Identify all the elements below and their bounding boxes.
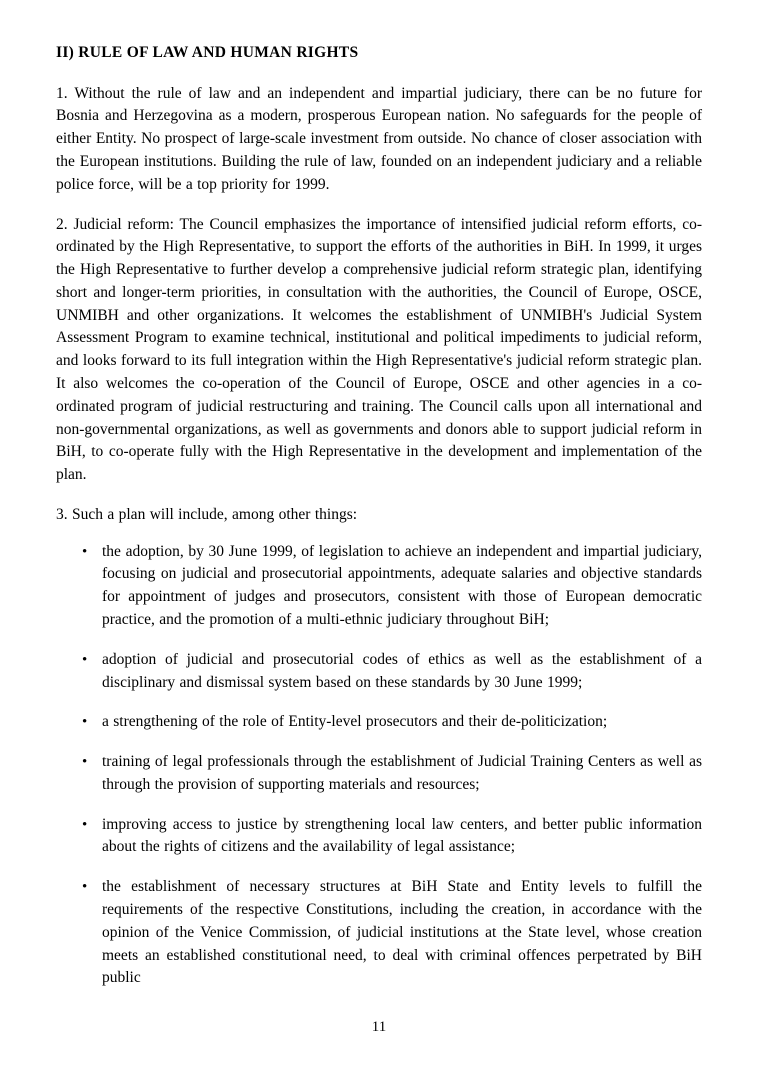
paragraph-2: 2. Judicial reform: The Council emphasizes the importance of intensified judicial reform efforts, co-ordinated by the High Representative, to support the efforts of the authorities in BiH. In 1999, it urges the High Representative to further develop a comprehensive judicial reform strategic plan, identifying short and longer-term priorities, in consultation with the authorities, the Council of Europe, OSCE, UNMIBH and other organizations. It welcomes the establishment of UNMIBH's Judicial System Assessment Program to examine technical, institutional and political impediments to judicial reform, and looks forward to its full integration within the High Representative's judicial reform strategic plan. It also welcomes the co-operation of the Council of Europe, OSCE and other agencies in a co-ordinated program of judicial restructuring and training. The Council calls upon all international and non-governmental organizations, as well as governments and donors able to support judicial reform in BiH, to co-operate fully with the High Representative in the development and implementation of the plan.	[56, 215, 702, 484]
list-item	[56, 751, 702, 797]
bullet-icon: •	[82, 879, 88, 896]
bullet-icon: •	[82, 754, 88, 771]
page-content	[56, 44, 702, 1007]
list-item-text: training of legal professionals through the establishment of Judicial Training Centers as well as through the provision of supporting materials and resources;	[102, 753, 702, 793]
bullet-list	[56, 541, 702, 991]
bullet-icon: •	[82, 816, 88, 833]
list-item-text: the establishment of necessary structures at BiH State and Entity levels to fulfill the requirements of the respective Constitutions, including the creation, in accordance with the opinion of the Venice Commission, of judicial institutions at the State level, whose creation meets an established constitutional need, to deal with criminal offences perpetrated by BiH public	[102, 878, 702, 987]
paragraph-3-lead-in: 3. Such a plan will include, among other things:	[56, 505, 358, 523]
list-item	[56, 649, 702, 695]
list-item-text: the adoption, by 30 June 1999, of legislation to achieve an independent and impartial judiciary, focusing on judicial and prosecutorial appointments, adequate salaries and objective standards for appointment of judges and prosecutors, consistent with those of European democratic practice, and the promotion of a multi-ethnic judiciary throughout BiH;	[102, 542, 702, 628]
bullet-icon: •	[82, 543, 88, 560]
list-item	[56, 876, 702, 990]
list-item	[56, 541, 702, 632]
list-item-text: adoption of judicial and prosecutorial codes of ethics as well as the establishment of a disciplinary and dismissal system based on these standards by 30 June 1999;	[102, 650, 702, 691]
paragraph-1: 1. Without the rule of law and an independent and impartial judiciary, there can be no future for Bosnia and Herzegovina as a modern, prosperous European nation. No safeguards for the people of either Entity. No prospect of large-scale investment from outside. No chance of closer association with the European institutions. Building the rule of law, founded on an independent judiciary and a reliable police force, will be a top priority for 1999.	[56, 84, 702, 193]
bullet-icon: •	[82, 651, 88, 668]
section-heading: II) RULE OF LAW AND HUMAN RIGHTS	[56, 44, 359, 61]
page-number: 11	[371, 1019, 387, 1035]
list-item-text: a strengthening of the role of Entity-level prosecutors and their de-politicization;	[102, 713, 608, 731]
list-item	[56, 814, 702, 860]
list-item	[56, 711, 702, 734]
bullet-icon: •	[82, 714, 88, 731]
list-item-text: improving access to justice by strengthening local law centers, and better public information about the rights of citizens and the availability of legal assistance;	[102, 815, 702, 856]
